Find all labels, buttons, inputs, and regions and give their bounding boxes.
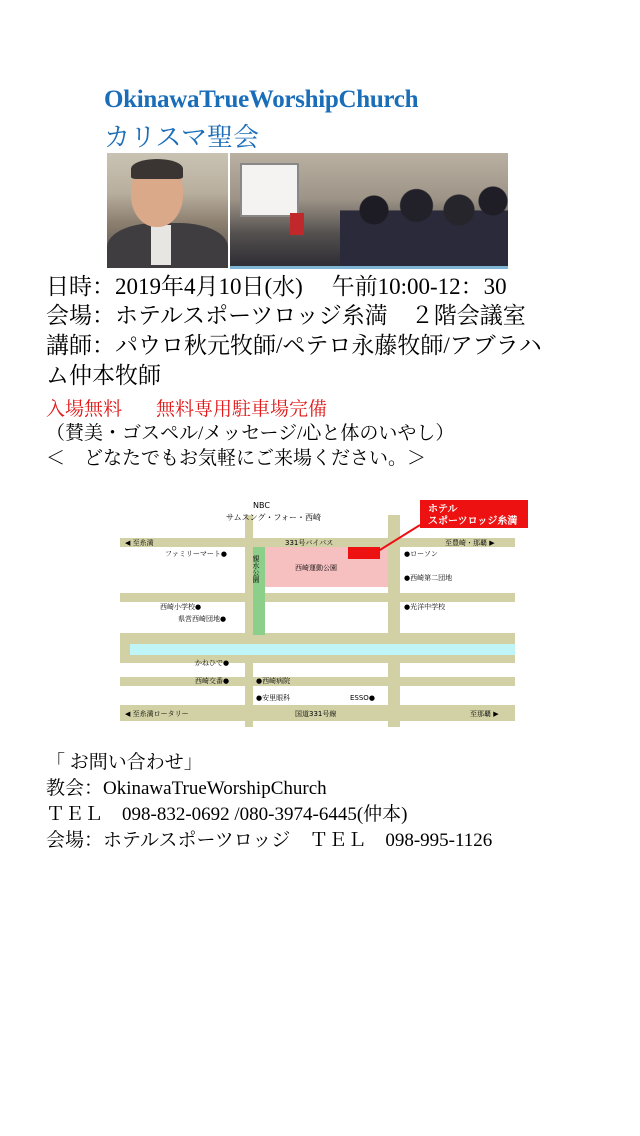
map-anri-eye: ●安里眼科: [256, 694, 291, 702]
event-venue: 会場：ホテルスポーツロッジ糸満 ２階会議室: [46, 303, 526, 328]
map-nishizaki-park: 西崎運動公園: [295, 564, 337, 572]
map-nishizaki-school: 西崎小学校●: [160, 603, 202, 611]
event-date: 日時：2019年4月10日(水) 午前10:00-12：30: [46, 274, 507, 299]
map-nbc: NBC: [253, 501, 270, 510]
photo-divider: [230, 266, 508, 269]
map-koyo-school: ●光洋中学校: [404, 603, 446, 611]
map-nishizaki-hospital: ●西崎病院: [256, 677, 291, 685]
map-hotel-label-2: スポーツロッジ糸満: [428, 516, 518, 527]
event-speakers-line1: 講師：パウロ秋元牧師/ペテロ永藤牧師/アブラハ: [46, 333, 542, 358]
contact-tel: ＴＥＬ 098-832-0692 /080-3974-6445(仲本): [46, 804, 408, 825]
title-japanese: カリスマ聖会: [104, 123, 259, 152]
map-to-rotary: ◀ 至糸満ロータリー: [125, 710, 189, 718]
map-lawson: ●ローソン: [404, 550, 438, 558]
speaker-photo: [107, 153, 228, 268]
map-esso: ESSO●: [350, 694, 375, 702]
map-nishizaki-koban: 西崎交番●: [195, 677, 230, 685]
access-map: [120, 495, 528, 731]
free-entry: 入場無料: [46, 399, 123, 420]
map-to-toyosaki: 至豊崎・那覇 ▶: [445, 539, 495, 547]
map-bypass: 331号バイパス: [285, 539, 334, 547]
event-speakers-line2: ム仲本牧師: [46, 363, 161, 388]
contact-venue-tel: 会場：ホテルスポーツロッジ ＴＥＬ 098-995-1126: [46, 830, 493, 851]
free-parking: 無料専用駐車場完備: [156, 399, 328, 420]
welcome-text: ＜ どなたでもお気軽にご来場ください。＞: [46, 448, 427, 469]
map-kanehide: かねひで●: [195, 659, 230, 667]
map-family-mart: ファミリーマート●: [165, 550, 227, 558]
map-nishizaki-2: ●西崎第二団地: [404, 574, 453, 582]
program-text: （賛美・ゴスペル/メッセージ/心と体のいやし）: [46, 423, 455, 444]
contact-heading: 「 お問い合わせ」: [46, 752, 203, 773]
map-samsung: サムスング・フォー・西崎: [226, 513, 322, 522]
map-to-naha: 至那覇 ▶: [470, 710, 499, 718]
map-hotel-label-1: ホテル: [428, 504, 458, 515]
map-park-vertical: 親水公園: [252, 555, 260, 583]
map-minei-danchi: 県営西崎団地●: [178, 615, 227, 623]
map-to-itoman: ◀ 至糸満: [125, 539, 154, 547]
notice-line: [46, 394, 327, 421]
contact-church: 教会：OkinawaTrueWorshipChurch: [46, 778, 327, 799]
worship-photo: [230, 153, 508, 268]
title-english: OkinawaTrueWorshipChurch: [104, 86, 419, 113]
map-route331: 国道331号線: [295, 710, 337, 718]
